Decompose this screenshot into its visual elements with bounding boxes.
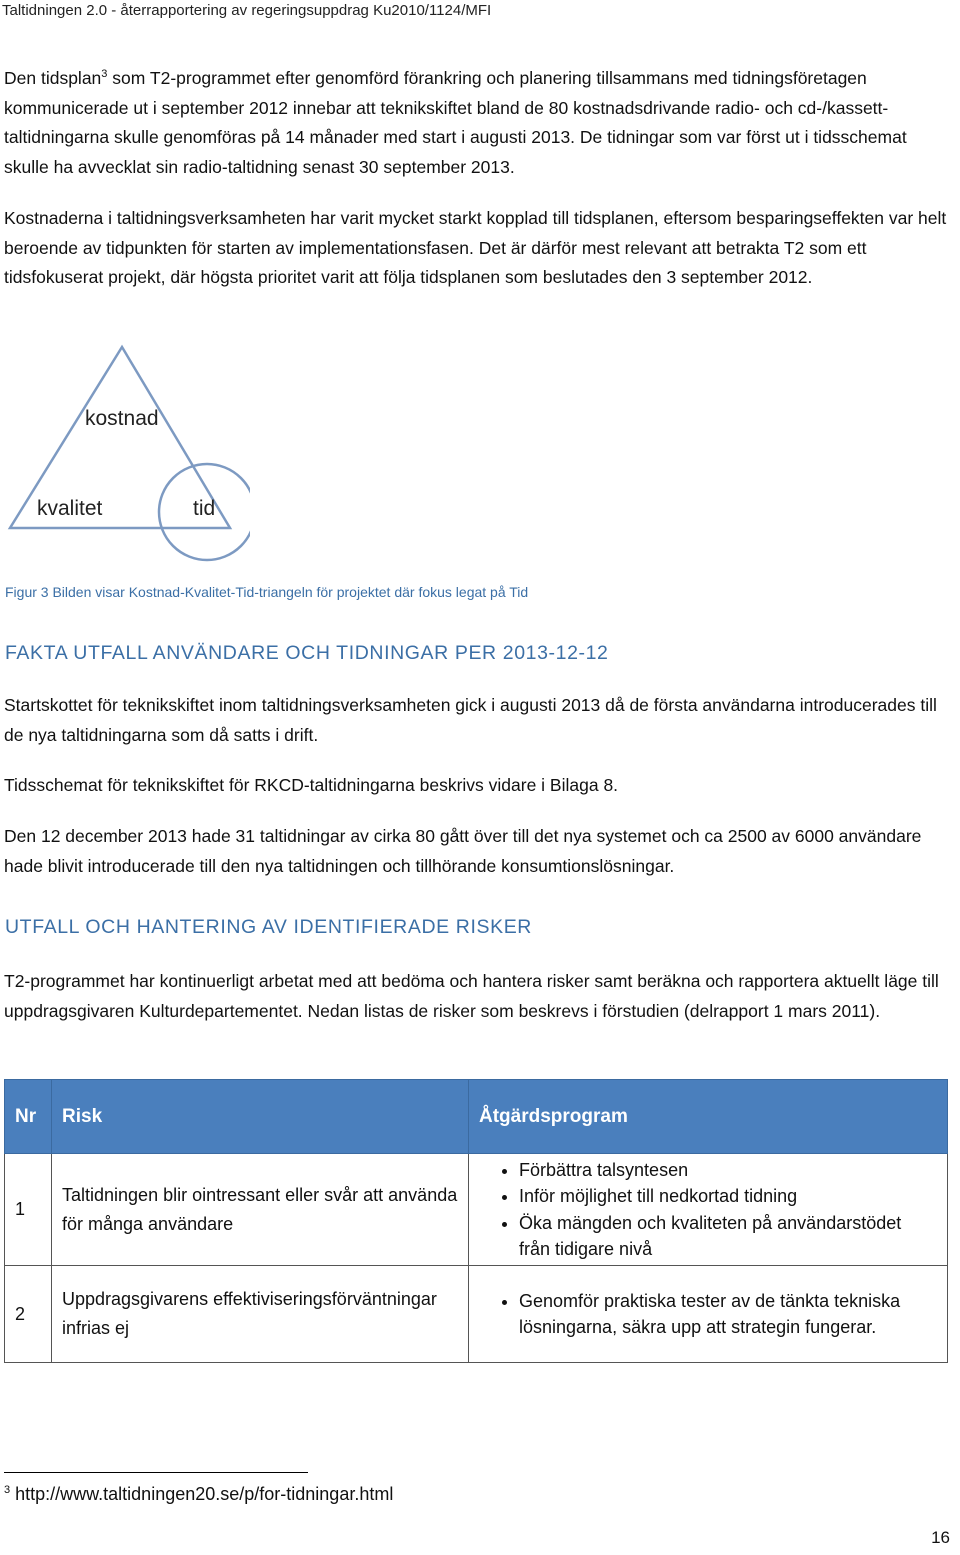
- list-item: • Öka mängden och kvaliteten på användarstödet från tidigare nivå: [519, 1210, 937, 1263]
- table-header-row: [5, 1080, 948, 1154]
- list-item: • Genomför praktiska tester av de tänkta tekniska lösningarna, säkra upp att strategin fungerar.: [519, 1288, 937, 1341]
- table-row: [5, 1154, 948, 1266]
- footnote-divider: [4, 1472, 308, 1473]
- heading-fakta: FAKTA UTFALL ANVÄNDARE OCH TIDNINGAR PER 2013-12-12: [5, 642, 609, 664]
- row-risk: Taltidningen blir ointressant eller svår att använda för många användare: [52, 1154, 469, 1266]
- list-item: • Förbättra talsyntesen: [519, 1157, 937, 1184]
- table-row: [5, 1266, 948, 1363]
- cost-paragraph: Kostnaderna i taltidningsverksamheten har varit mycket starkt kopplad till tidsplanen, eftersom besparingseffekten var helt beroende av tidpunkten för starten av implementationsfasen. Det är därför mest relevant att betrakta T2 som ett tidsfokuserat projekt, där högsta prioritet varit att följa tidsplanen som beslutades den 3 september 2012.: [4, 208, 947, 287]
- row-actions: [469, 1266, 948, 1363]
- row-risk: Uppdragsgivarens effektiviseringsförväntningar infrias ej: [52, 1266, 469, 1363]
- header-action: Åtgärdsprogram: [469, 1080, 948, 1154]
- risker-paragraph: T2-programmet har kontinuerligt arbetat med att bedöma och hantera risker samt beräkna och rapportera aktuellt läge till uppdragsgivaren Kulturdepartementet. Nedan listas de risker som beskrevs i förstudien (delrapport 1 mars 2011).: [4, 971, 939, 1021]
- figure-caption: Figur 3 Bilden visar Kostnad-Kvalitet-Tid-triangeln för projektet där fokus legat på Tid: [5, 584, 529, 600]
- label-kostnad: kostnad: [85, 407, 159, 430]
- heading-risker: UTFALL OCH HANTERING AV IDENTIFIERADE RISKER: [5, 916, 532, 938]
- footnote: [4, 1484, 393, 1505]
- label-kvalitet: kvalitet: [37, 497, 103, 520]
- risk-table: [4, 1079, 948, 1363]
- fakta-paragraph-2: Tidsschemat för teknikskiftet för RKCD-taltidningarna beskrivs vidare i Bilaga 8.: [4, 775, 619, 795]
- footnote-link[interactable]: http://www.taltidningen20.se/p/for-tidningar.html: [10, 1484, 394, 1504]
- row-nr: 2: [5, 1266, 52, 1363]
- intro-rest: som T2-programmet efter genomförd förankring och planering tillsammans med tidningsföretagen kommunicerade ut i september 2012 innebar att teknikskiftet bland de 80 kostnadsdrivande radio- och cd-/kassett-taltidningarna skulle genomföras på 14 månader med start i augusti 2013. De tidningar som var först ut i tidsschemat skulle ha avvecklat sin radio-taltidning senast 30 september 2013.: [4, 68, 907, 177]
- list-item: • Inför möjlighet till nedkortad tidning: [519, 1183, 937, 1210]
- intro-lead: Den tidsplan: [4, 68, 102, 88]
- row-nr: 1: [5, 1154, 52, 1266]
- running-header: Taltidningen 2.0 - återrapportering av regeringsuppdrag Ku2010/1124/MFI: [2, 2, 492, 19]
- footnote-mark: 3: [4, 1484, 11, 1496]
- intro-paragraph: [4, 64, 949, 182]
- row-actions: [469, 1154, 948, 1266]
- page-number: 16: [931, 1528, 950, 1547]
- footnote-ref[interactable]: 3: [101, 68, 108, 81]
- fakta-paragraph-3: Den 12 december 2013 hade 31 taltidningar av cirka 80 gått över till det nya systemet och ca 2500 av 6000 användare hade blivit introducerade till den nya taltidningen och tillhörande konsumtionslösningar.: [4, 826, 922, 876]
- cost-quality-time-diagram: [0, 335, 250, 570]
- fakta-paragraph-1: Startskottet för teknikskiftet inom taltidningsverksamheten gick i augusti 2013 då de första användarna introducerades till de nya taltidningarna som då satts i drift.: [4, 695, 937, 745]
- header-risk: Risk: [52, 1080, 469, 1154]
- header-nr: Nr: [5, 1080, 52, 1154]
- label-tid: tid: [193, 497, 216, 520]
